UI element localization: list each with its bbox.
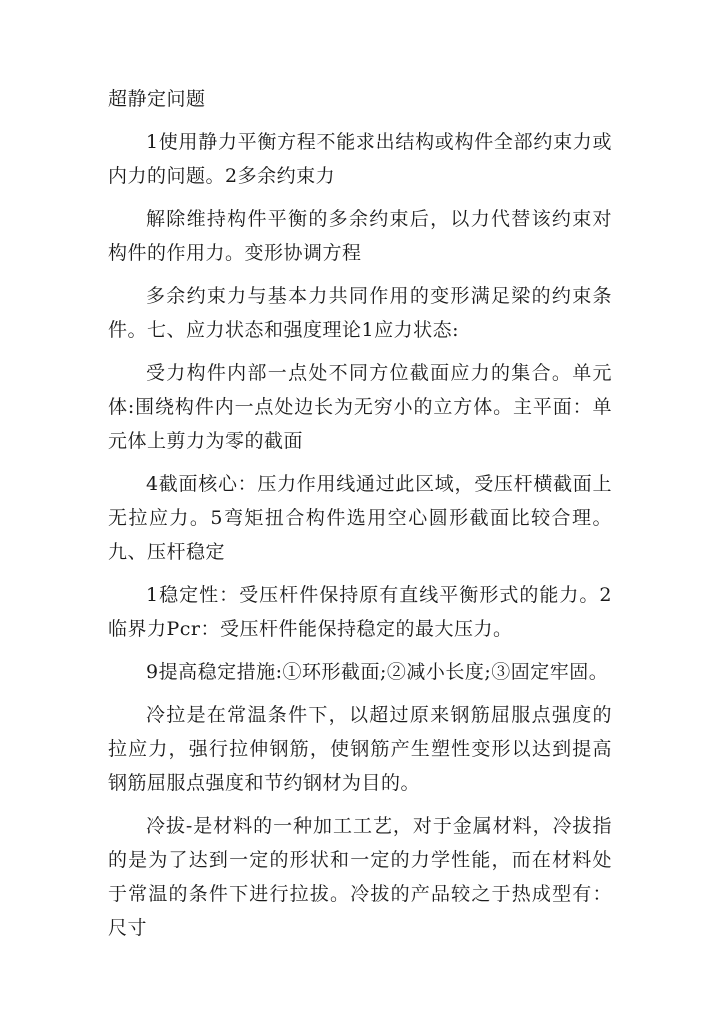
paragraph: 冷拔-是材料的一种加工工艺，对于金属材料，冷拔指的是为了达到一定的形状和一定的力学性能，而在材料处于常温的条件下进行拉拔。冷拔的产品较之于热成型有：尺寸 [108, 815, 612, 939]
paragraph: 1稳定性：受压杆件保持原有直线平衡形式的能力。2临界力Pcr：受压杆件能保持稳定的最大压力。 [108, 584, 612, 640]
section-heading: 超静定问题 [108, 88, 206, 110]
paragraph: 多余约束力与基本力共同作用的变形满足梁的约束条件。七、应力状态和强度理论1应力状态: [108, 285, 612, 341]
paragraph: 冷拉是在常温条件下，以超过原来钢筋屈服点强度的拉应力，强行拉伸钢筋，使钢筋产生塑性变形以达到提高钢筋屈服点强度和节约钢材为目的。 [108, 704, 612, 794]
document-body [108, 82, 612, 954]
paragraph: 9提高稳定措施:①环形截面;②减小长度;③固定牢固。 [146, 661, 609, 683]
paragraph: 受力构件内部一点处不同方位截面应力的集合。单元体:围绕构件内一点处边长为无穷小的立方体。主平面：单元体上剪力为零的截面 [108, 362, 612, 452]
paragraph: 解除维持构件平衡的多余约束后，以力代替该约束对构件的作用力。变形协调方程 [108, 208, 612, 264]
paragraph: 4截面核心：压力作用线通过此区域，受压杆横截面上无拉应力。5弯矩扭合构件选用空心圆形截面比较合理。九、压杆稳定 [108, 473, 612, 563]
paragraph: 1使用静力平衡方程不能求出结构或构件全部约束力或内力的问题。2多余约束力 [108, 131, 612, 187]
